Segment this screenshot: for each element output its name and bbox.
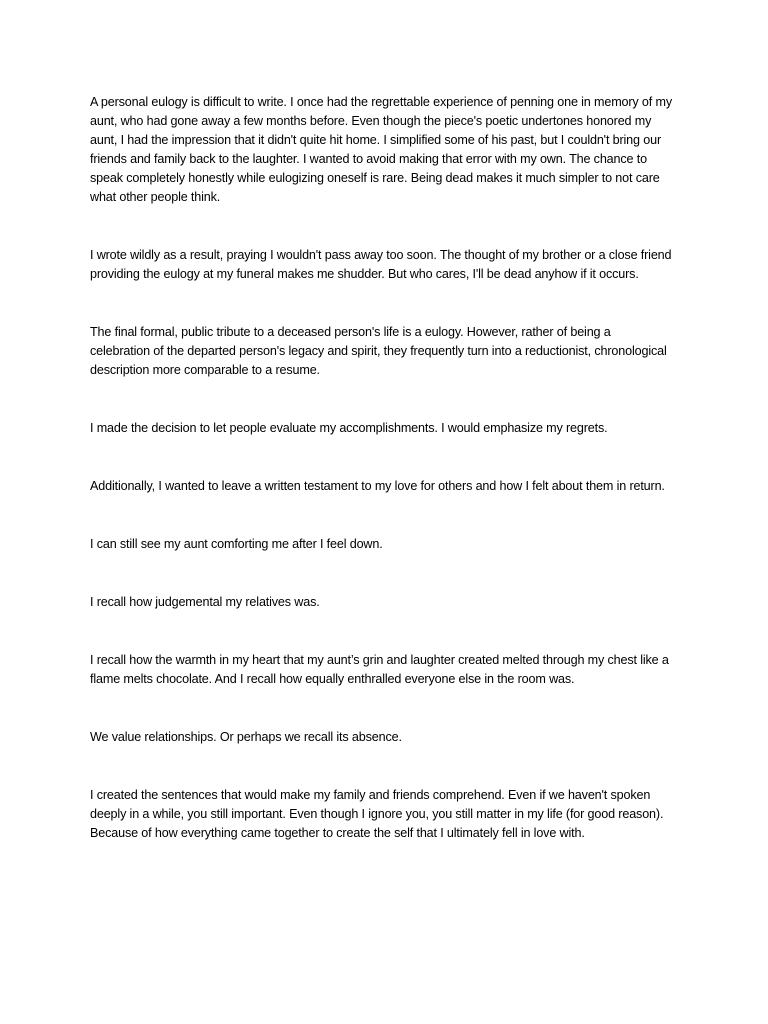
document-body — [90, 93, 672, 843]
paragraph-7: I recall how judgemental my relatives was. — [90, 595, 320, 609]
paragraph-8: I recall how the warmth in my heart that my aunt’s grin and laughter created melted through my chest like a flame melts chocolate. And I recall how equally enthralled everyone else in the room was. — [90, 653, 669, 686]
paragraph-3: The final formal, public tribute to a deceased person's life is a eulogy. However, rather of being a celebration of the departed person's legacy and spirit, they frequently turn into a reductionist, chronological description more comparable to a resume. — [90, 325, 667, 377]
paragraph-5: Additionally, I wanted to leave a written testament to my love for others and how I felt about them in return. — [90, 479, 665, 493]
paragraph-10: I created the sentences that would make my family and friends comprehend. Even if we haven't spoken deeply in a while, you still important. Even though I ignore you, you still matter in my life (for good reason). Because of how everything came together to create the self that I ultimately fell in love with. — [90, 788, 664, 840]
paragraph-2: I wrote wildly as a result, praying I wouldn't pass away too soon. The thought of my brother or a close friend providing the eulogy at my funeral makes me shudder. But who cares, I'll be dead anyhow if it occurs. — [90, 248, 672, 281]
paragraph-9: We value relationships. Or perhaps we recall its absence. — [90, 730, 402, 744]
paragraph-4: I made the decision to let people evaluate my accomplishments. I would emphasize my regrets. — [90, 421, 608, 435]
paragraph-1: A personal eulogy is difficult to write. I once had the regrettable experience of penning one in memory of my aunt, who had gone away a few months before. Even though the piece's poetic undertones honored my aunt, I had the impression that it didn't quite hit home. I simplified some of his past, but I couldn't bring our friends and family back to the laughter. I wanted to avoid making that error with my own. The chance to speak completely honestly while eulogizing oneself is rare. Being dead makes it much simpler to not care what other people think. — [90, 95, 672, 204]
paragraph-6: I can still see my aunt comforting me after I feel down. — [90, 537, 383, 551]
